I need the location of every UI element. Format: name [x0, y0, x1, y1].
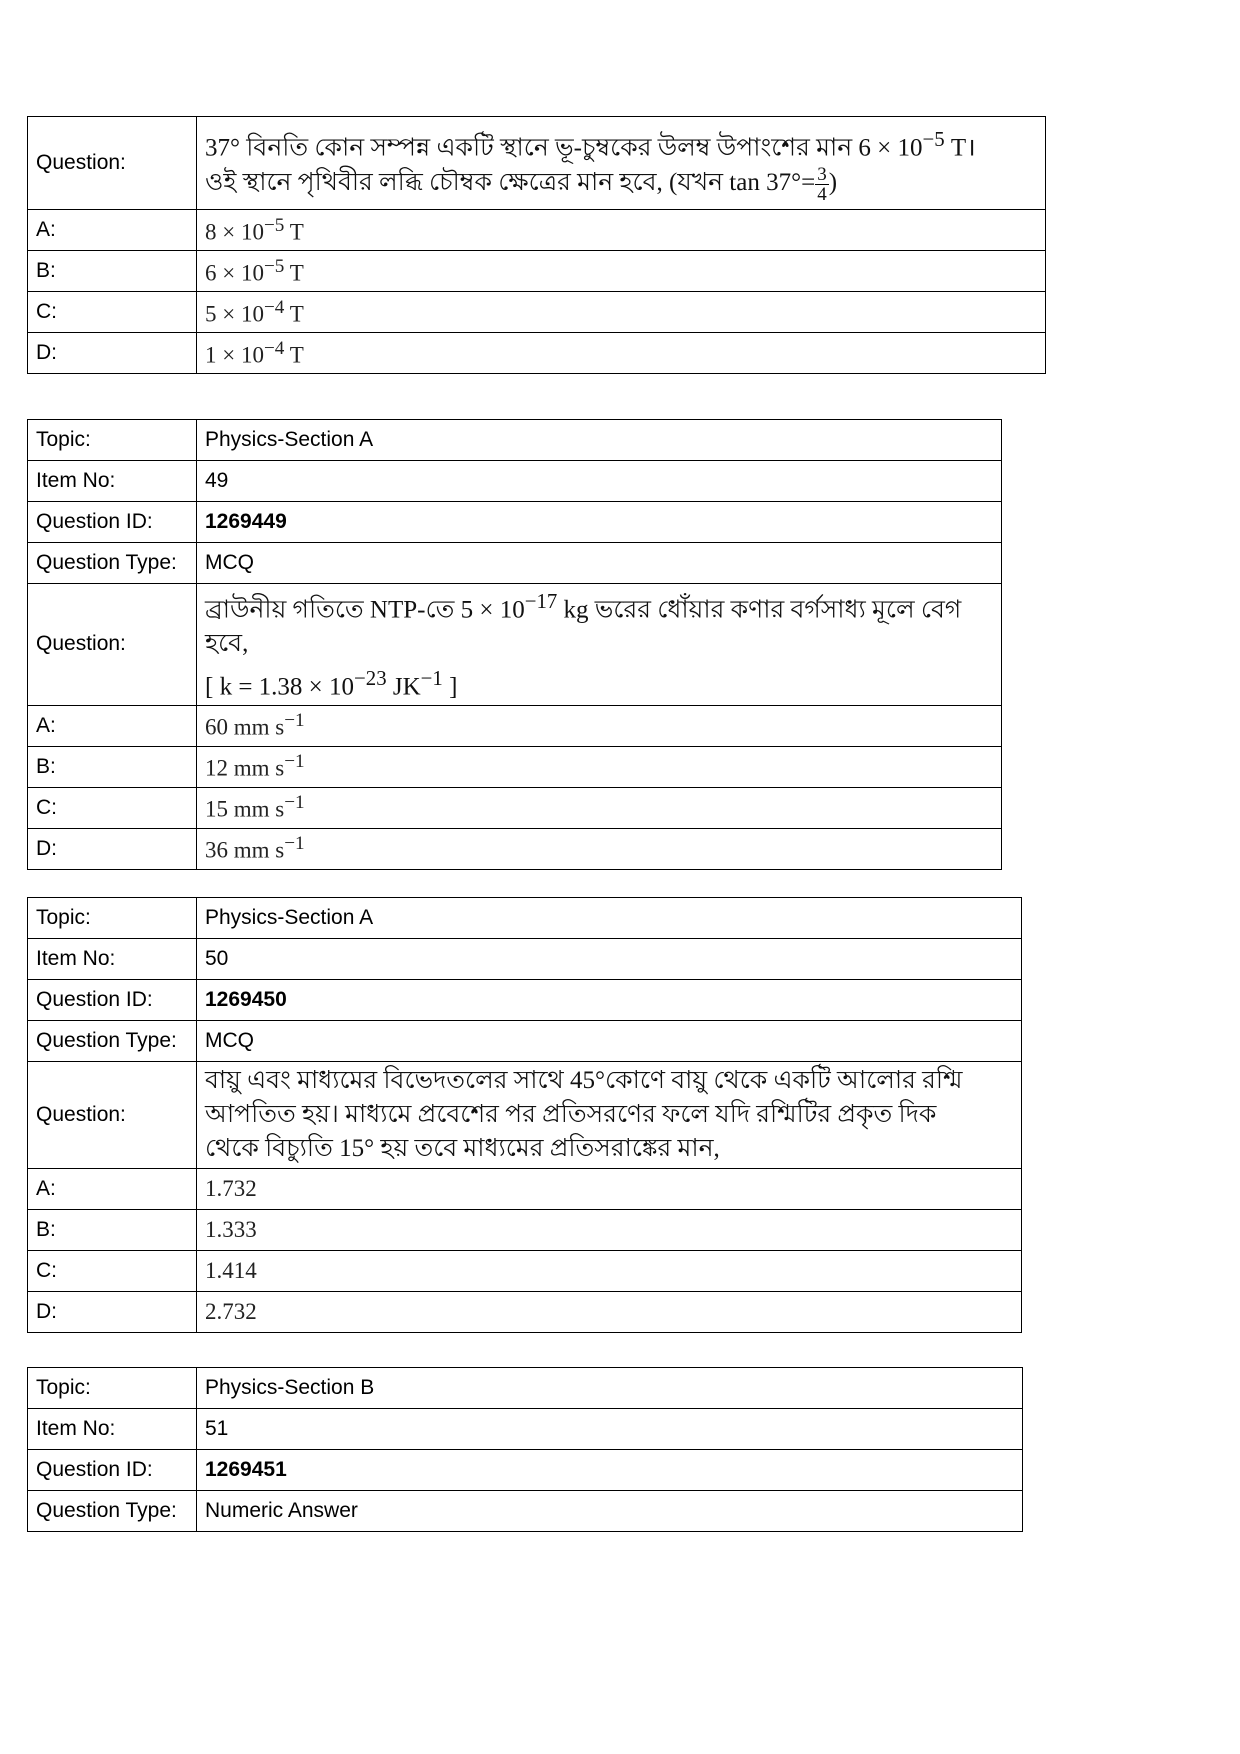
option-value: 2.732	[197, 1292, 1022, 1333]
option-label: A:	[28, 210, 197, 251]
question-type-value: MCQ	[197, 543, 1002, 584]
option-row-b	[28, 746, 1002, 787]
option-value: 1.333	[197, 1210, 1022, 1251]
topic-label: Topic:	[28, 1368, 197, 1409]
topic-label: Topic:	[28, 898, 197, 939]
question-id-row	[28, 1450, 1023, 1491]
question-type-label: Question Type:	[28, 1021, 197, 1062]
option-label: D:	[28, 828, 197, 869]
question-label: Question:	[28, 117, 197, 210]
item-no-value: 49	[197, 461, 1002, 502]
option-label: A:	[28, 705, 197, 746]
topic-value: Physics-Section A	[197, 420, 1002, 461]
option-value: $5 \times 10^{-4}$ T	[197, 292, 1046, 333]
item-no-label: Item No:	[28, 1409, 197, 1450]
question-line-2: আপতিত হয়। মাধ্যমে প্রবেশের পর প্রতিসরণের ফলে যদি রশ্মিটির প্রকৃত দিক	[205, 1101, 937, 1128]
question-text	[197, 117, 1046, 210]
option-row-c	[28, 292, 1046, 333]
option-row-c	[28, 787, 1002, 828]
question-line-2: হবে,	[205, 630, 249, 658]
question-type-value: Numeric Answer	[197, 1491, 1023, 1532]
option-value: $6 \times 10^{-5}$ T	[197, 251, 1046, 292]
fraction: $\frac{3}{4}$	[817, 164, 827, 206]
item-no-label: Item No:	[28, 461, 197, 502]
option-row-a	[28, 705, 1002, 746]
topic-row	[28, 1368, 1023, 1409]
option-row-b	[28, 251, 1046, 292]
option-value: 12 mm $s^{-1}$	[197, 746, 1002, 787]
topic-row	[28, 420, 1002, 461]
option-label: B:	[28, 746, 197, 787]
option-row-d	[28, 333, 1046, 374]
question-line-2: ওই স্থানে পৃথিবীর লব্ধি চৌম্বক ক্ষেত্রের মান হবে, (যখন tan 37°= $\frac{3}{4}$ )	[205, 164, 838, 206]
question-line-1: বায়ু এবং মাধ্যমের বিভেদতলের সাথে 45°কোণে বায়ু থেকে একটি আলোর রশ্মি	[205, 1067, 963, 1094]
option-row-a	[28, 210, 1046, 251]
question-row	[28, 584, 1002, 706]
question-id-value: 1269450	[197, 980, 1022, 1021]
question-id-value: 1269451	[197, 1450, 1023, 1491]
topic-label: Topic:	[28, 420, 197, 461]
question-type-value: MCQ	[197, 1021, 1022, 1062]
question-id-label: Question ID:	[28, 980, 197, 1021]
option-value: 1.414	[197, 1251, 1022, 1292]
option-value: $1 \times 10^{-4}$ T	[197, 333, 1046, 374]
item-no-value: 50	[197, 939, 1022, 980]
item-no-row	[28, 1409, 1023, 1450]
question-type-row	[28, 543, 1002, 584]
question-line-3: থেকে বিচ্যুতি 15° হয় তবে মাধ্যমের প্রতিসরাঙ্কের মান,	[205, 1135, 720, 1162]
option-value: $8 \times 10^{-5}$ T	[197, 210, 1046, 251]
question-table-51	[27, 1367, 1023, 1532]
question-table-48	[27, 116, 1046, 374]
option-value: 60 mm $s^{-1}$	[197, 705, 1002, 746]
question-type-label: Question Type:	[28, 1491, 197, 1532]
option-label: A:	[28, 1169, 197, 1210]
option-label: C:	[28, 787, 197, 828]
topic-value: Physics-Section B	[197, 1368, 1023, 1409]
question-label: Question:	[28, 584, 197, 706]
question-type-row	[28, 1021, 1022, 1062]
item-no-value: 51	[197, 1409, 1023, 1450]
option-row-b	[28, 1210, 1022, 1251]
question-text	[197, 584, 1002, 706]
question-id-label: Question ID:	[28, 502, 197, 543]
question-table-49	[27, 419, 1002, 870]
option-label: B:	[28, 1210, 197, 1251]
topic-value: Physics-Section A	[197, 898, 1022, 939]
item-no-row	[28, 939, 1022, 980]
question-line-1: ব্রাউনীয় গতিতে NTP-তে $5 \times 10^{-17}$ kg ভরের ধোঁয়ার কণার বর্গসাধ্য মূলে বেগ	[205, 589, 962, 624]
option-value: 15 mm $s^{-1}$	[197, 787, 1002, 828]
question-line-3: [ $k = 1.38 \times 10^{-23}$ $JK^{-1}$ ]	[205, 666, 458, 701]
question-row	[28, 117, 1046, 210]
option-row-c	[28, 1251, 1022, 1292]
question-id-label: Question ID:	[28, 1450, 197, 1491]
question-type-label: Question Type:	[28, 543, 197, 584]
option-row-a	[28, 1169, 1022, 1210]
option-value: 1.732	[197, 1169, 1022, 1210]
question-id-value: 1269449	[197, 502, 1002, 543]
question-type-row	[28, 1491, 1023, 1532]
question-id-row	[28, 502, 1002, 543]
question-text	[197, 1062, 1022, 1169]
option-label: D:	[28, 1292, 197, 1333]
question-label: Question:	[28, 1062, 197, 1169]
option-label: C:	[28, 1251, 197, 1292]
option-label: D:	[28, 333, 197, 374]
item-no-label: Item No:	[28, 939, 197, 980]
option-row-d	[28, 1292, 1022, 1333]
question-id-row	[28, 980, 1022, 1021]
option-row-d	[28, 828, 1002, 869]
question-line-1: 37° বিনতি কোন সম্পন্ন একটি স্থানে ভূ-চুম্বকের উলম্ব উপাংশের মান $6 \times 10^{-5}$ T।	[205, 126, 976, 162]
option-value: 36 mm $s^{-1}$	[197, 828, 1002, 869]
topic-row	[28, 898, 1022, 939]
question-row	[28, 1062, 1022, 1169]
option-label: C:	[28, 292, 197, 333]
question-table-50	[27, 897, 1022, 1333]
option-label: B:	[28, 251, 197, 292]
item-no-row	[28, 461, 1002, 502]
